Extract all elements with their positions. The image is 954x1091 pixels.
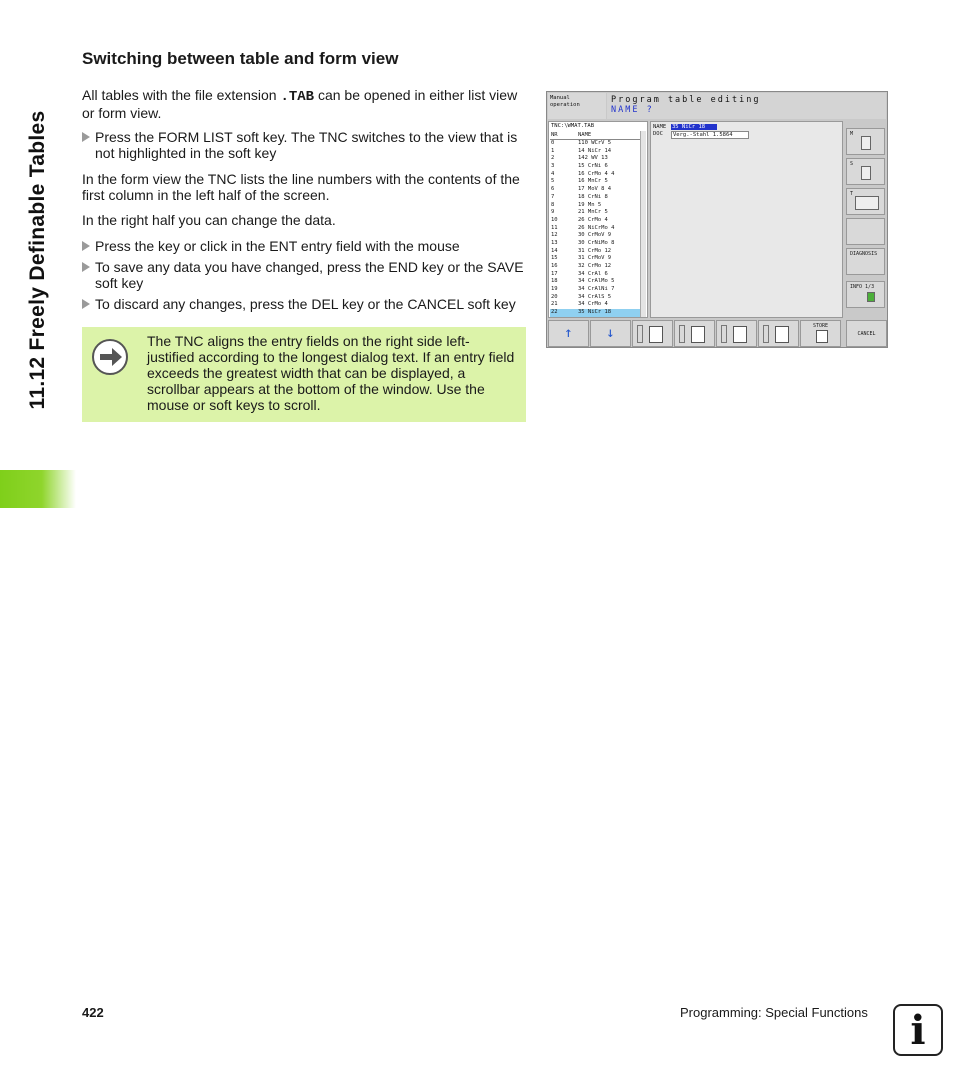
softkey-s[interactable] <box>846 158 885 185</box>
bullet-arrow-icon <box>82 262 90 272</box>
table-row[interactable] <box>550 294 643 302</box>
column-icon <box>637 325 643 343</box>
mode-line-2: operation <box>550 102 580 108</box>
row-name: 18 CrNi 8 <box>578 193 608 200</box>
note-text: The TNC aligns the entry fields on the right side left-justified according to the longest dialog text. If an entry field exceeds the greatest width that can be displayed, a scrollbar appears at the bottom of the window. Use the mouse or soft keys to scroll. <box>147 333 515 413</box>
step-text: Press the FORM LIST soft key. The TNC switches to the view that is not highlighted in the soft key <box>95 129 518 161</box>
file-extension: .TAB <box>280 89 315 105</box>
row-nr: 20 <box>551 293 558 300</box>
softkey-begin[interactable] <box>716 320 757 347</box>
table-header <box>550 131 643 140</box>
row-name: 26 CrMo 4 <box>578 216 608 223</box>
softkey-store[interactable] <box>800 320 841 347</box>
chapter-side-title-text: 11.12 Freely Definable Tables <box>26 110 49 410</box>
table-row[interactable] <box>550 148 643 156</box>
step-text: Press the key or click in the ENT entry field with the mouse <box>95 238 460 254</box>
disk-icon <box>816 330 828 343</box>
tnc-screenshot <box>546 91 888 348</box>
softkey-m[interactable] <box>846 128 885 155</box>
form-field-doc[interactable]: Verg.-Stahl 1.5864 <box>671 131 749 139</box>
step-form-list <box>82 129 530 161</box>
row-nr: 13 <box>551 239 558 246</box>
table-rows <box>550 140 643 317</box>
step-save <box>82 259 530 291</box>
info-icon <box>867 292 875 302</box>
step-text: To discard any changes, press the DEL key or the CANCEL soft key <box>95 296 516 312</box>
table-row[interactable] <box>550 202 643 210</box>
store-label: STORE <box>812 323 829 329</box>
column-icon <box>679 325 685 343</box>
row-nr: 11 <box>551 224 558 231</box>
row-name: 31 CrMo 12 <box>578 247 612 254</box>
row-name: 34 CrAlMo 5 <box>578 278 615 285</box>
table-path: TNC:\WMAT.TAB <box>551 123 595 129</box>
row-nr: 12 <box>551 232 558 239</box>
softkey-t[interactable] <box>846 188 885 215</box>
table-row[interactable] <box>550 209 643 217</box>
row-nr: 14 <box>551 247 558 254</box>
softkey-page-right[interactable] <box>674 320 715 347</box>
row-nr: 2 <box>551 155 555 162</box>
begin-icon <box>733 326 747 343</box>
col-header-name: NAME <box>578 132 592 138</box>
row-nr: 16 <box>551 263 558 269</box>
row-nr: 21 <box>551 301 558 308</box>
screen-title: Program table editing <box>611 95 761 105</box>
table-row[interactable] <box>550 301 643 309</box>
row-name: 30 CrNiMo 8 <box>578 239 615 246</box>
footer-title: Programming: Special Functions <box>680 1005 868 1020</box>
row-nr: 0 <box>551 140 555 146</box>
step-enter <box>82 238 530 254</box>
horizontal-softkeys <box>548 320 887 347</box>
softkey-t-label: T <box>850 191 854 197</box>
column-icon <box>763 325 769 343</box>
softkey-up[interactable] <box>548 320 589 347</box>
intro-text-end: can be opened in either list view or form view. <box>82 87 518 121</box>
end-icon <box>775 326 789 343</box>
table-row[interactable] <box>550 194 643 202</box>
row-name: 110 WCrV 5 <box>578 140 612 146</box>
table-row[interactable] <box>550 171 643 179</box>
row-nr: 18 <box>551 278 558 285</box>
diagnosis-label: DIAGNOSIS <box>850 251 878 257</box>
intro-paragraph <box>82 87 528 121</box>
info-i-icon: i <box>893 1004 943 1056</box>
softkey-down[interactable] <box>590 320 631 347</box>
row-name: 16 MnCr 5 <box>578 178 608 185</box>
chapter-thumb-tab <box>0 470 76 508</box>
table-row[interactable] <box>550 248 643 256</box>
screen-prompt: NAME ? <box>611 105 654 115</box>
row-nr: 3 <box>551 163 555 170</box>
row-nr: 5 <box>551 178 555 185</box>
row-nr: 19 <box>551 286 558 293</box>
table-row[interactable] <box>550 271 643 279</box>
form-row-name <box>653 124 706 130</box>
chapter-side-title <box>8 10 68 510</box>
step-text: To save any data you have changed, press the END key or the SAVE soft key <box>95 259 524 291</box>
table-row[interactable] <box>550 225 643 233</box>
spindle-icon <box>861 166 871 180</box>
row-name: 34 CrMo 4 <box>578 301 608 308</box>
machine-icon <box>861 136 871 150</box>
row-name: 34 CrAlS 5 <box>578 293 612 300</box>
table-scrollbar[interactable] <box>640 131 646 317</box>
intro-text: All tables with the file extension <box>82 87 281 103</box>
table-row[interactable] <box>550 186 643 194</box>
section-heading: Switching between table and form view <box>82 49 399 68</box>
info-label: INFO 1/3 <box>850 284 875 290</box>
bullet-arrow-icon <box>82 132 90 142</box>
page-number: 422 <box>82 1005 104 1020</box>
arrow-up-icon: ↑ <box>564 325 573 341</box>
softkey-m-label: M <box>850 131 854 137</box>
softkey-s-label: S <box>850 161 854 167</box>
row-name: 35 NiCr 18 <box>578 309 612 316</box>
row-name: 142 WV 13 <box>578 155 608 162</box>
row-nr: 22 <box>551 309 558 316</box>
softkey-end[interactable] <box>758 320 799 347</box>
mode-indicator <box>548 93 606 119</box>
row-name: 30 CrMoV 9 <box>578 232 612 239</box>
screen-header <box>607 93 886 119</box>
row-name: 26 NiCrMo 4 <box>578 224 615 231</box>
row-name: 32 CrMo 12 <box>578 263 612 269</box>
form-view-paragraph: In the form view the TNC lists the line numbers with the contents of the first column in the left half of the screen. <box>82 171 520 203</box>
table-row[interactable] <box>550 232 643 240</box>
cancel-label: CANCEL <box>857 331 876 337</box>
row-name: 31 CrMoV 9 <box>578 255 612 262</box>
row-nr: 1 <box>551 147 555 154</box>
row-nr: 17 <box>551 270 558 277</box>
table-row[interactable] <box>550 240 643 248</box>
col-header-nr: NR <box>551 132 558 138</box>
note-box <box>82 327 526 422</box>
row-name: 17 MoV 8 4 <box>578 186 612 193</box>
table-row[interactable] <box>550 278 643 286</box>
table-row[interactable] <box>550 178 643 186</box>
form-row-doc <box>653 131 733 138</box>
page-right-icon <box>691 326 705 343</box>
step-cancel <box>82 296 530 312</box>
row-nr: 8 <box>551 201 555 208</box>
form-pane <box>650 121 843 318</box>
row-nr: 10 <box>551 216 558 223</box>
table-row[interactable] <box>550 309 643 317</box>
softkey-diagnosis[interactable] <box>846 248 885 275</box>
row-nr: 15 <box>551 255 558 262</box>
arrow-down-icon: ↓ <box>606 325 615 341</box>
row-name: 14 NiCr 14 <box>578 147 612 154</box>
row-nr: 6 <box>551 186 555 193</box>
table-row[interactable] <box>550 155 643 163</box>
bullet-arrow-icon <box>82 241 90 251</box>
form-field-name[interactable]: 35 NiCr 18 <box>671 124 717 130</box>
right-half-paragraph: In the right half you can change the data. <box>82 212 336 228</box>
mode-line-1: Manual <box>550 95 570 101</box>
page-left-icon <box>649 326 663 343</box>
row-name: 34 CrAlNi 7 <box>578 286 615 293</box>
table-row[interactable] <box>550 163 643 171</box>
softkey-cancel[interactable] <box>846 320 887 347</box>
softkey-page-left[interactable] <box>632 320 673 347</box>
table-list-pane[interactable] <box>548 121 648 318</box>
softkey-empty[interactable] <box>846 218 885 245</box>
column-icon <box>721 325 727 343</box>
tool-icon <box>855 196 879 210</box>
table-row[interactable] <box>550 286 643 294</box>
row-nr: 4 <box>551 170 555 177</box>
form-label-name: NAME <box>653 124 667 130</box>
table-row[interactable] <box>550 255 643 263</box>
row-name: 34 CrAl 6 <box>578 270 608 277</box>
form-label-doc: DOC <box>653 131 663 137</box>
row-name: 21 MnCr 5 <box>578 209 608 216</box>
vertical-softkeys <box>845 121 887 318</box>
bullet-arrow-icon <box>82 299 90 309</box>
row-nr: 7 <box>551 193 555 200</box>
softkey-info[interactable] <box>846 281 885 308</box>
arrow-right-icon <box>92 339 128 375</box>
table-row[interactable] <box>550 263 643 271</box>
table-row[interactable] <box>550 217 643 225</box>
row-name: 19 Mn 5 <box>578 201 602 208</box>
row-name: 16 CrMo 4 4 <box>578 170 615 177</box>
row-name: 15 CrNi 6 <box>578 163 608 170</box>
row-nr: 9 <box>551 209 555 216</box>
table-row[interactable] <box>550 140 643 148</box>
